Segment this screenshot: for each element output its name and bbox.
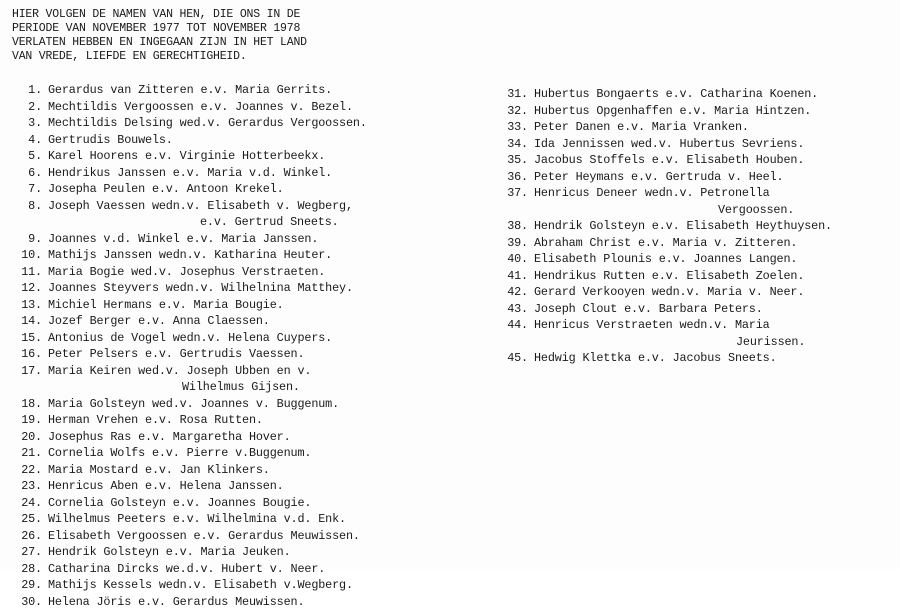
item-text: Karel Hoorens e.v. Virginie Hotterbeekx.: [48, 148, 325, 165]
list-item-continuation: e.v. Gertrud Sneets.: [14, 214, 484, 231]
left-column-list: [14, 82, 484, 610]
item-number: 37.: [500, 185, 534, 202]
item-text: Elisabeth Vergoossen e.v. Gerardus Meuwissen.: [48, 528, 360, 545]
item-text: Elisabeth Plounis e.v. Joannes Langen.: [534, 251, 797, 268]
item-number: 10.: [14, 247, 48, 264]
list-item: [14, 247, 484, 264]
item-number: 1.: [14, 82, 48, 99]
list-item: [14, 82, 484, 99]
list-item-continuation: Vergoossen.: [500, 202, 896, 219]
list-item-continuation: Jeurissen.: [500, 334, 896, 351]
list-item: [14, 445, 484, 462]
item-text: Michiel Hermans e.v. Maria Bougie.: [48, 297, 284, 314]
item-number: 35.: [500, 152, 534, 169]
item-text: Hedwig Klettka e.v. Jacobus Sneets.: [534, 350, 777, 367]
item-number: 14.: [14, 313, 48, 330]
item-text: Hendrikus Janssen e.v. Maria v.d. Winkel.: [48, 165, 332, 182]
item-text: Mathijs Janssen wedn.v. Katharina Heuter.: [48, 247, 332, 264]
item-text: Peter Heymans e.v. Gertruda v. Heel.: [534, 169, 783, 186]
item-number: 5.: [14, 148, 48, 165]
item-number: 3.: [14, 115, 48, 132]
item-number: 30.: [14, 594, 48, 610]
list-item: [14, 198, 484, 215]
list-item: [500, 86, 896, 103]
item-text: Josephus Ras e.v. Margaretha Hover.: [48, 429, 291, 446]
item-number: 9.: [14, 231, 48, 248]
item-text: Mechtildis Vergoossen e.v. Joannes v. Bezel.: [48, 99, 353, 116]
item-number: 33.: [500, 119, 534, 136]
item-number: 25.: [14, 511, 48, 528]
list-item: [14, 280, 484, 297]
item-text: Peter Danen e.v. Maria Vranken.: [534, 119, 749, 136]
list-item: [14, 181, 484, 198]
item-text: Gerardus van Zitteren e.v. Maria Gerrits.: [48, 82, 332, 99]
item-text: Cornelia Wolfs e.v. Pierre v.Buggenum.: [48, 445, 311, 462]
item-number: 42.: [500, 284, 534, 301]
item-number: 44.: [500, 317, 534, 334]
item-number: 19.: [14, 412, 48, 429]
item-number: 39.: [500, 235, 534, 252]
header-line: HIER VOLGEN DE NAMEN VAN HEN, DIE ONS IN DE: [12, 8, 412, 22]
list-item: [14, 495, 484, 512]
header-line: VERLATEN HEBBEN EN INGEGAAN ZIJN IN HET LAND: [12, 36, 412, 50]
list-item: [500, 235, 896, 252]
list-item: [14, 429, 484, 446]
item-text: Hubertus Opgenhaffen e.v. Maria Hintzen.: [534, 103, 811, 120]
item-number: 8.: [14, 198, 48, 215]
header-line: VAN VREDE, LIEFDE EN GERECHTIGHEID.: [12, 50, 412, 64]
item-number: 15.: [14, 330, 48, 347]
item-number: 4.: [14, 132, 48, 149]
item-number: 22.: [14, 462, 48, 479]
list-item: [14, 165, 484, 182]
item-text: Joseph Clout e.v. Barbara Peters.: [534, 301, 763, 318]
list-item: [14, 115, 484, 132]
item-text: Gertrudis Bouwels.: [48, 132, 173, 149]
list-item: [500, 152, 896, 169]
item-text: Abraham Christ e.v. Maria v. Zitteren.: [534, 235, 797, 252]
list-item: [500, 284, 896, 301]
item-text: Josepha Peulen e.v. Antoon Krekel.: [48, 181, 284, 198]
item-text: Wilhelmus Peeters e.v. Wilhelmina v.d. Enk.: [48, 511, 346, 528]
item-text: Helena Jöris e.v. Gerardus Meuwissen.: [48, 594, 304, 610]
item-text: Maria Golsteyn wed.v. Joannes v. Buggenum.: [48, 396, 339, 413]
item-number: 38.: [500, 218, 534, 235]
item-text: Hendrikus Rutten e.v. Elisabeth Zoelen.: [534, 268, 804, 285]
item-text: Henricus Verstraeten wedn.v. Maria: [534, 317, 770, 334]
item-number: 17.: [14, 363, 48, 380]
item-number: 26.: [14, 528, 48, 545]
item-text: Joseph Vaessen wedn.v. Elisabeth v. Wegberg,: [48, 198, 353, 215]
list-item: [500, 103, 896, 120]
item-text: Jozef Berger e.v. Anna Claessen.: [48, 313, 270, 330]
list-item: [14, 594, 484, 610]
item-number: 41.: [500, 268, 534, 285]
item-number: 32.: [500, 103, 534, 120]
list-item: [14, 231, 484, 248]
item-number: 13.: [14, 297, 48, 314]
item-number: 18.: [14, 396, 48, 413]
list-item: [500, 350, 896, 367]
item-number: 34.: [500, 136, 534, 153]
list-item: [14, 264, 484, 281]
list-item: [14, 528, 484, 545]
item-number: 31.: [500, 86, 534, 103]
item-number: 23.: [14, 478, 48, 495]
item-text: Henricus Aben e.v. Helena Janssen.: [48, 478, 284, 495]
item-number: 12.: [14, 280, 48, 297]
item-number: 2.: [14, 99, 48, 116]
item-text: Mathijs Kessels wedn.v. Elisabeth v.Wegberg.: [48, 577, 353, 594]
list-item: [14, 478, 484, 495]
list-item-continuation: Wilhelmus Gijsen.: [14, 379, 484, 396]
list-item: [500, 251, 896, 268]
item-number: 20.: [14, 429, 48, 446]
item-number: 43.: [500, 301, 534, 318]
list-item: [14, 396, 484, 413]
list-item: [14, 577, 484, 594]
list-item: [500, 136, 896, 153]
item-number: 36.: [500, 169, 534, 186]
item-text: Hubertus Bongaerts e.v. Catharina Koenen.: [534, 86, 818, 103]
item-text: Joannes v.d. Winkel e.v. Maria Janssen.: [48, 231, 318, 248]
item-number: 7.: [14, 181, 48, 198]
item-text: Maria Bogie wed.v. Josephus Verstraeten.: [48, 264, 325, 281]
item-number: 11.: [14, 264, 48, 281]
document-header: [12, 8, 412, 64]
list-item: [14, 511, 484, 528]
list-item: [14, 148, 484, 165]
item-text: Gerard Verkooyen wedn.v. Maria v. Neer.: [534, 284, 804, 301]
list-item: [14, 99, 484, 116]
item-text: Catharina Dircks we.d.v. Hubert v. Neer.: [48, 561, 325, 578]
item-text: Antonius de Vogel wedn.v. Helena Cuypers.: [48, 330, 332, 347]
list-item: [14, 544, 484, 561]
list-item: [500, 218, 896, 235]
item-text: Jacobus Stoffels e.v. Elisabeth Houben.: [534, 152, 804, 169]
item-number: 24.: [14, 495, 48, 512]
item-text: Herman Vrehen e.v. Rosa Rutten.: [48, 412, 263, 429]
item-number: 29.: [14, 577, 48, 594]
list-item: [14, 313, 484, 330]
list-item: [14, 346, 484, 363]
list-item: [500, 119, 896, 136]
item-number: 45.: [500, 350, 534, 367]
right-column-list: [500, 86, 896, 367]
item-text: Maria Mostard e.v. Jan Klinkers.: [48, 462, 270, 479]
list-item: [500, 317, 896, 334]
item-text: Maria Keiren wed.v. Joseph Ubben en v.: [48, 363, 311, 380]
list-item: [14, 462, 484, 479]
list-item: [14, 132, 484, 149]
list-item: [14, 330, 484, 347]
list-item: [500, 301, 896, 318]
item-text: Cornelia Golsteyn e.v. Joannes Bougie.: [48, 495, 311, 512]
list-item: [500, 268, 896, 285]
item-number: 16.: [14, 346, 48, 363]
item-text: Joannes Steyvers wedn.v. Wilhelnina Matthey.: [48, 280, 353, 297]
item-text: Henricus Deneer wedn.v. Petronella: [534, 185, 770, 202]
item-number: 27.: [14, 544, 48, 561]
list-item: [14, 412, 484, 429]
item-number: 21.: [14, 445, 48, 462]
item-text: Mechtildis Delsing wed.v. Gerardus Vergoossen.: [48, 115, 367, 132]
item-text: Ida Jennissen wed.v. Hubertus Sevriens.: [534, 136, 804, 153]
item-number: 40.: [500, 251, 534, 268]
item-number: 6.: [14, 165, 48, 182]
item-number: 28.: [14, 561, 48, 578]
list-item: [500, 185, 896, 202]
list-item: [14, 363, 484, 380]
item-text: Peter Pelsers e.v. Gertrudis Vaessen.: [48, 346, 304, 363]
list-item: [14, 297, 484, 314]
header-line: PERIODE VAN NOVEMBER 1977 TOT NOVEMBER 1978: [12, 22, 412, 36]
item-text: Hendrik Golsteyn e.v. Maria Jeuken.: [48, 544, 291, 561]
item-text: Hendrik Golsteyn e.v. Elisabeth Heythuysen.: [534, 218, 832, 235]
list-item: [500, 169, 896, 186]
